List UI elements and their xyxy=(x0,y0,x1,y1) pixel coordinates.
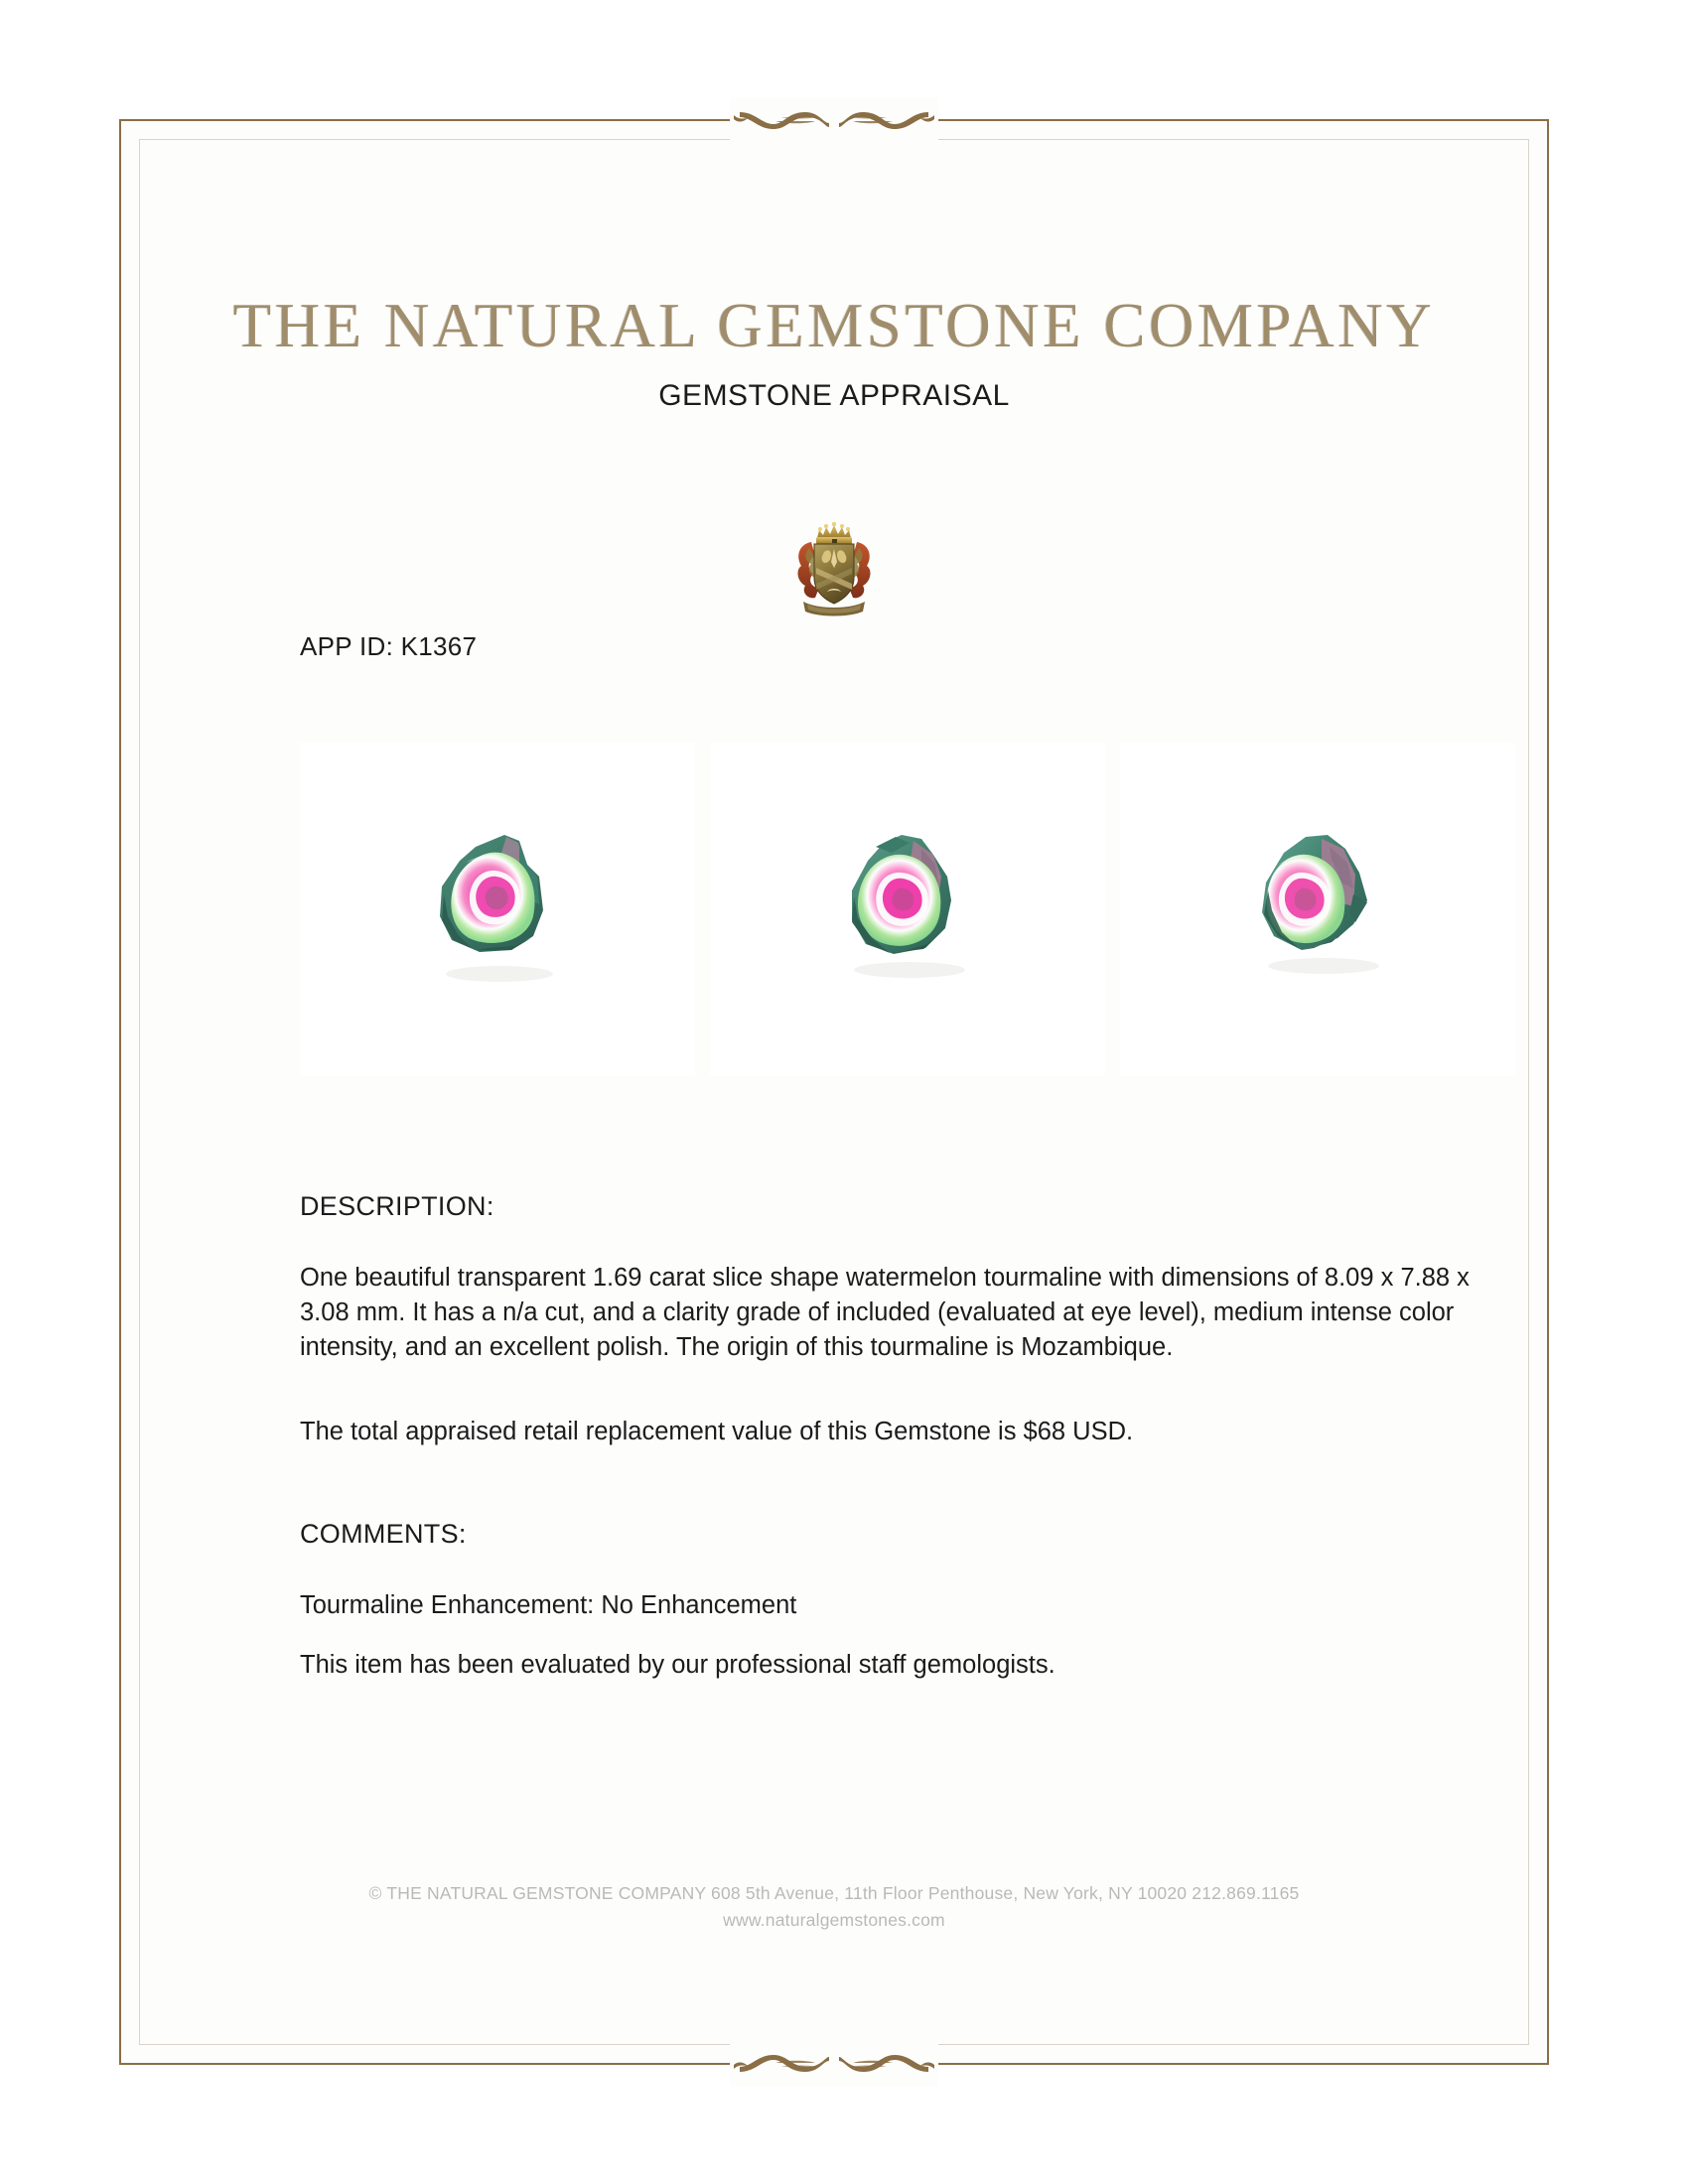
appraisal-page xyxy=(119,119,1549,2065)
description-heading: DESCRIPTION: xyxy=(300,1191,494,1221)
inner-border-rule xyxy=(139,139,1529,2045)
appraised-value-statement: The total appraised retail replacement value of this Gemstone is $68 USD. xyxy=(300,1418,1134,1445)
gem-image-panel-3 xyxy=(1120,743,1515,1076)
heraldic-crest-icon xyxy=(789,516,879,620)
comment-enhancement-line: Tourmaline Enhancement: No Enhancement xyxy=(300,1591,797,1619)
brand-title: THE NATURAL GEMSTONE COMPANY xyxy=(232,291,1436,360)
app-id-label: APP ID: K1367 xyxy=(300,631,478,661)
gem-image-strip xyxy=(300,743,1515,1076)
footer xyxy=(121,1880,1547,1934)
flourish-ornament-icon-bottom xyxy=(730,2041,938,2087)
ornament-rule-right xyxy=(950,120,1507,121)
watermelon-tourmaline-tilted-view-icon xyxy=(1228,825,1407,994)
flourish-ornament-icon xyxy=(730,97,938,143)
footer-website: www.naturalgemstones.com xyxy=(723,1909,945,1930)
gem-image-panel-2 xyxy=(710,743,1105,1076)
bottom-ornament-band xyxy=(161,2041,1507,2087)
ornament-rule-left xyxy=(161,120,718,121)
comment-evaluation-line: This item has been evaluated by our professional staff gemologists. xyxy=(300,1651,1055,1679)
watermelon-tourmaline-angled-view-icon xyxy=(818,825,997,994)
comments-heading: COMMENTS: xyxy=(300,1519,467,1549)
top-ornament-band xyxy=(161,97,1507,143)
document-subtitle: GEMSTONE APPRAISAL xyxy=(658,379,1010,412)
ornament-rule-right-bottom xyxy=(950,2064,1507,2065)
gem-image-panel-1 xyxy=(300,743,695,1076)
ornament-rule-left-bottom xyxy=(161,2064,718,2065)
description-paragraph: One beautiful transparent 1.69 carat slice shape watermelon tourmaline with dimensions of 8.09 x 7.88 x 3.08 mm. It has a n/a cut, and a clarity grade of included (evaluated at eye level), medium intense color intensity, and an excellent polish. The origin of this tourmaline is Mozambique. xyxy=(300,1264,1470,1362)
footer-address-line: © THE NATURAL GEMSTONE COMPANY 608 5th Avenue, 11th Floor Penthouse, New York, NY 10020 212.869.1165 xyxy=(368,1882,1300,1903)
watermelon-tourmaline-front-view-icon xyxy=(408,825,587,994)
